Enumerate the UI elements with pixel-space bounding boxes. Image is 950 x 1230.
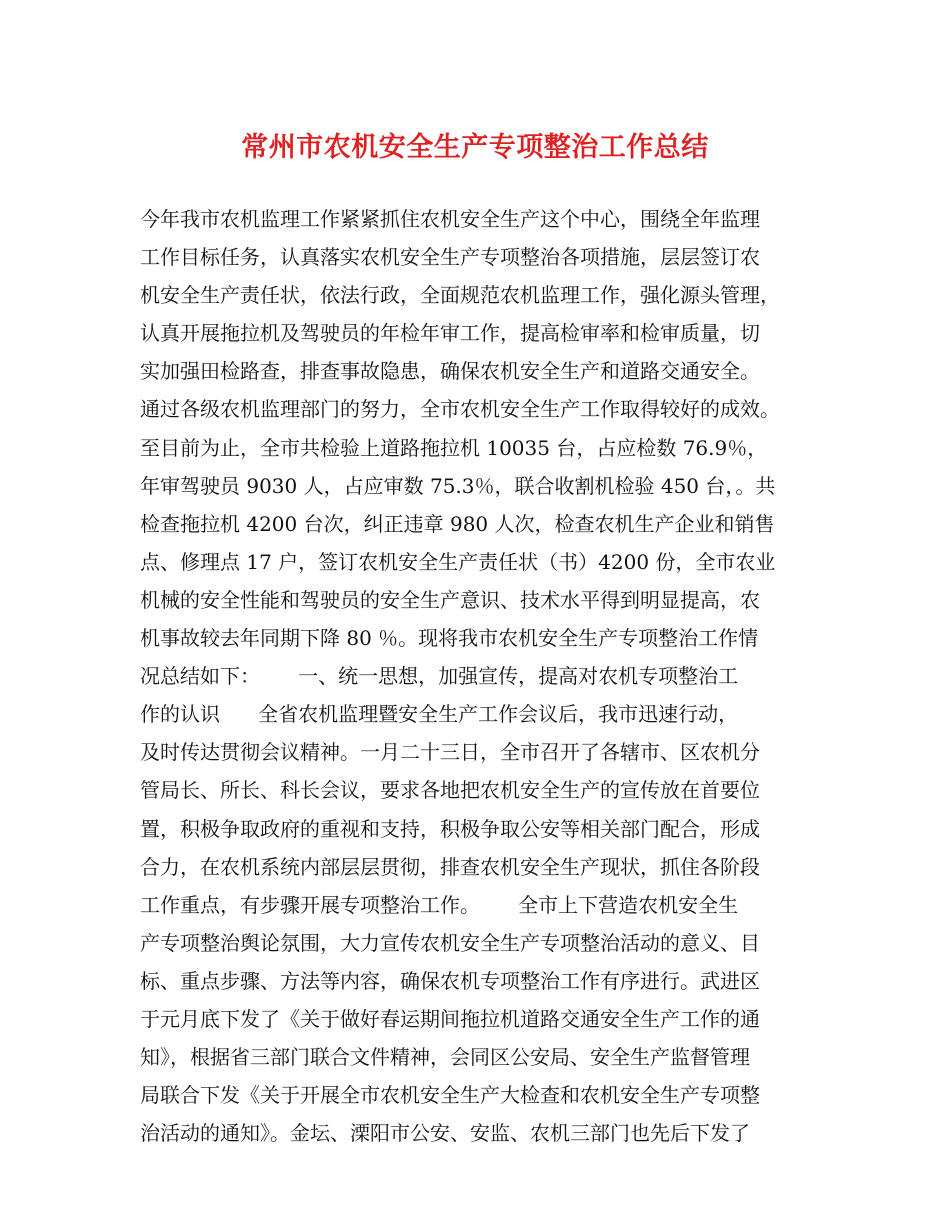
body-line: 产专项整治舆论氛围，大力宣传农机安全生产专项整治活动的意义、目: [140, 930, 760, 955]
body-line: 局联合下发《关于开展全市农机安全生产大检查和农机安全生产专项整: [140, 1083, 760, 1108]
body-line: 至目前为止，全市共检验上道路拖拉机 10035 台，占应检数 76.9％，: [140, 435, 768, 460]
body-line: 况总结如下： 一、统一思想，加强宣传，提高对农机专项整治工: [140, 664, 739, 689]
body-line: 作的认识 全省农机监理暨安全生产工作会议后，我市迅速行动，: [140, 702, 739, 727]
body-line: 通过各级农机监理部门的努力，全市农机安全生产工作取得较好的成效。: [140, 397, 780, 422]
body-line: 年审驾驶员 9030 人，占应审数 75.3％，联合收割机检验 450 台，。共: [140, 473, 776, 498]
body-line: 机械的安全性能和驾驶员的安全生产意识、技术水平得到明显提高，农: [140, 587, 760, 612]
body-line: 实加强田检路查，排查事故隐患，确保农机安全生产和道路交通安全。: [140, 359, 760, 384]
body-line: 管局长、所长、科长会议，要求各地把农机安全生产的宣传放在首要位: [140, 778, 760, 803]
body-line: 治活动的通知》。金坛、溧阳市公安、安监、农机三部门也先后下发了: [140, 1121, 750, 1146]
body-line: 今年我市农机监理工作紧紧抓住农机安全生产这个中心，围绕全年监理: [140, 207, 760, 231]
document-body: [140, 200, 830, 1152]
body-line: 合力，在农机系统内部层层贯彻，排查农机安全生产现状，抓住各阶段: [140, 854, 760, 879]
body-line: 认真开展拖拉机及驾驶员的年检年审工作，提高检审率和检审质量，切: [140, 321, 760, 346]
body-line: 机事故较去年同期下降 80 ％。现将我市农机安全生产专项整治工作情: [140, 626, 759, 651]
body-line: 点、修理点 17 户，签订农机安全生产责任状（书）4200 份，全市农业: [140, 549, 776, 574]
body-line: 检查拖拉机 4200 台次，纠正违章 980 人次，检查农机生产企业和销售: [140, 511, 775, 536]
body-line: 标、重点步骤、方法等内容，确保农机专项整治工作有序进行。武进区: [140, 968, 760, 993]
body-line: 置，积极争取政府的重视和支持，积极争取公安等相关部门配合，形成: [140, 816, 760, 841]
document-title: 常州市农机安全生产专项整治工作总结: [241, 132, 709, 163]
body-line: 知》，根据省三部门联合文件精神，会同区公安局、安全生产监督管理: [140, 1045, 750, 1070]
body-line: 机安全生产责任状，依法行政，全面规范农机监理工作，强化源头管理，: [140, 283, 780, 308]
body-line: 及时传达贯彻会议精神。一月二十三日，全市召开了各辖市、区农机分: [140, 740, 760, 765]
body-line: 工作重点，有步骤开展专项整治工作。 全市上下营造农机安全生: [140, 892, 739, 917]
body-line: 工作目标任务，认真落实农机安全生产专项整治各项措施，层层签订农: [140, 245, 760, 270]
body-line: 于元月底下发了《关于做好春运期间拖拉机道路交通安全生产工作的通: [140, 1006, 760, 1031]
